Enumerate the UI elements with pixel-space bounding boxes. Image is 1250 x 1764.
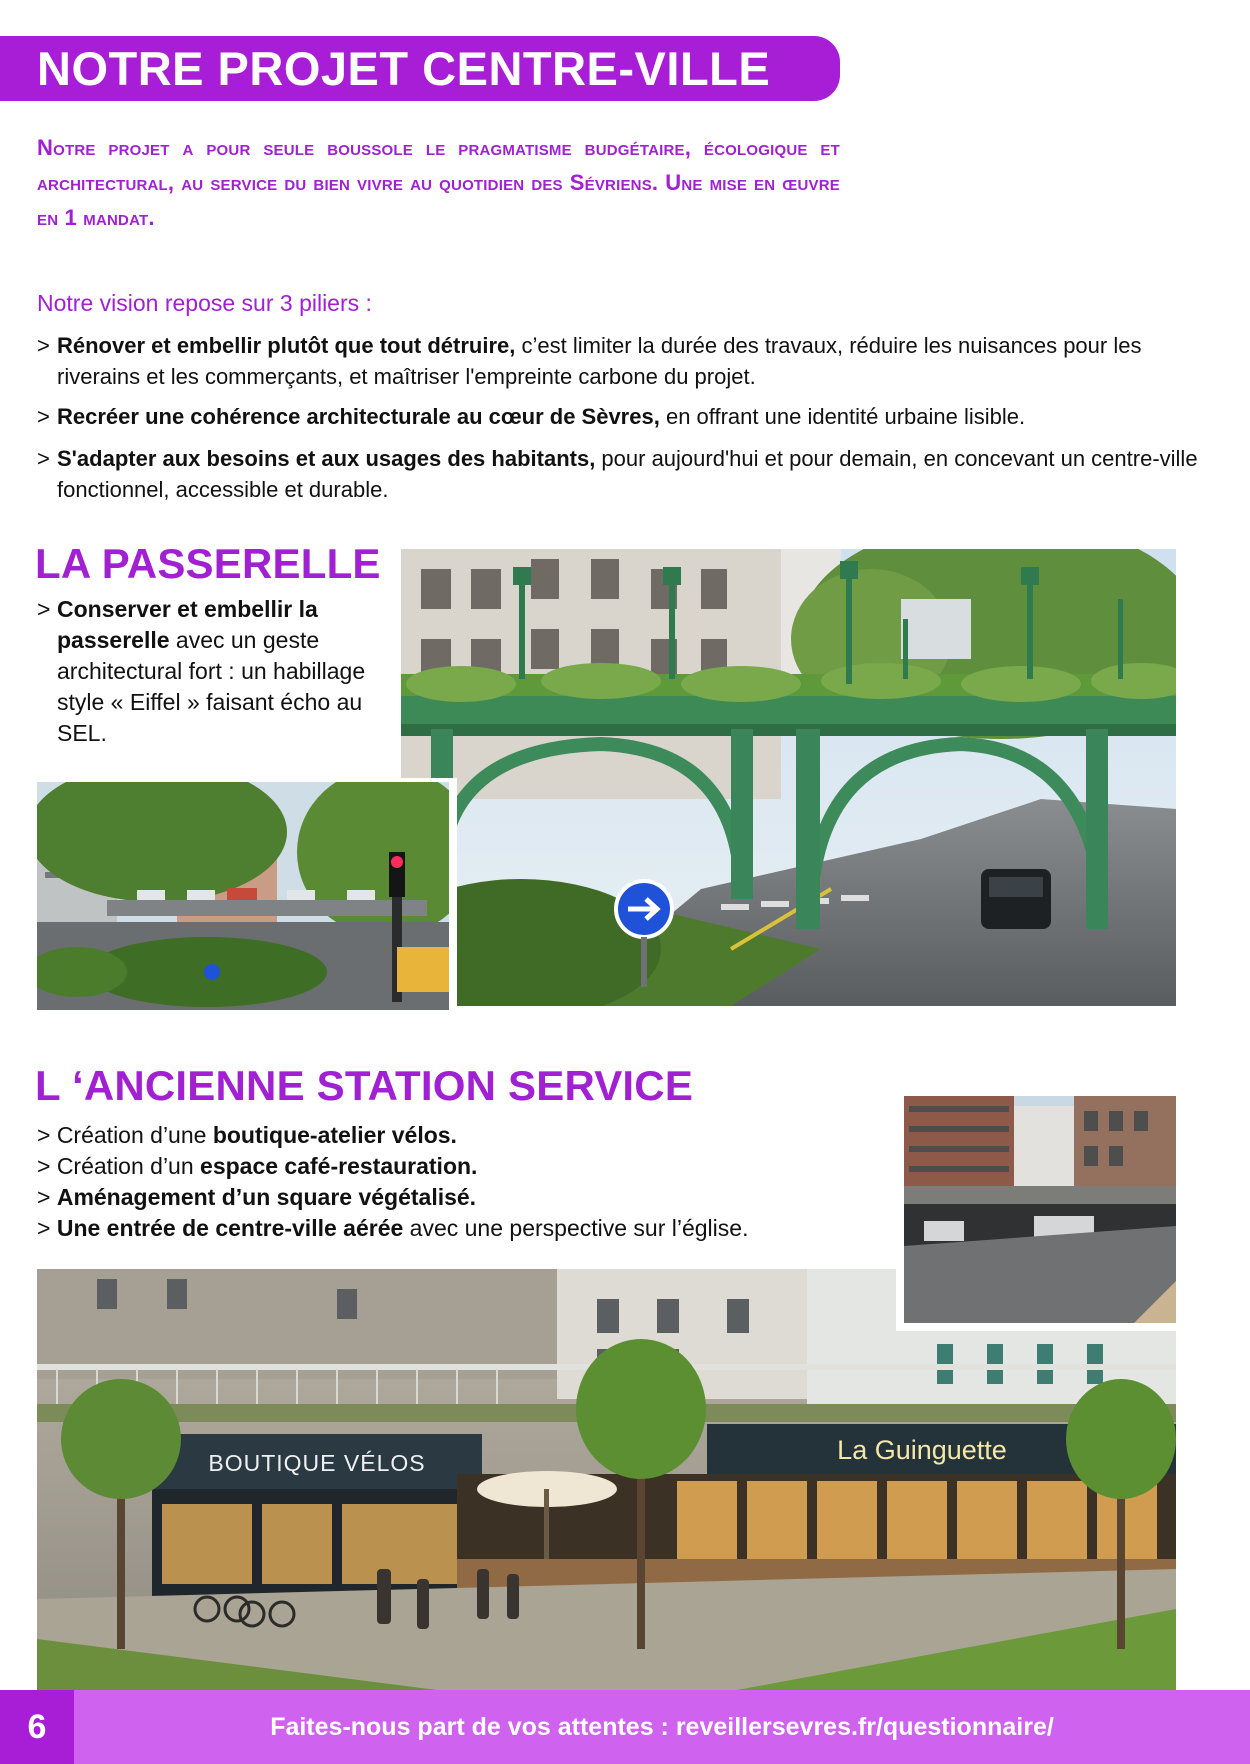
- bullet-marker: >: [37, 404, 50, 429]
- footer-cta-text: Faites-nous part de vos attentes : reveillersevres.fr/questionnaire/: [270, 1713, 1054, 1741]
- bullet-marker: >: [37, 333, 50, 358]
- shop-sign: BOUTIQUE VÉLOS: [208, 1450, 426, 1476]
- station-item-bold: Aménagement d’un square végétalisé.: [56, 1184, 477, 1210]
- station-item: [37, 1120, 897, 1151]
- pillar-text: pour aujourd'hui et pour demain, en concevant un centre-ville fonctionnel, accessible et durable.: [57, 446, 1198, 502]
- station-item-pre: > Création d’une: [37, 1122, 213, 1148]
- station-item-post: avec une perspective sur l’église.: [403, 1215, 749, 1241]
- pillar-bold: Recréer une cohérence architecturale au cœur de Sèvres,: [57, 404, 660, 429]
- page-title: NOTRE PROJET CENTRE-VILLE: [37, 42, 771, 95]
- pillar-item: [37, 443, 1227, 505]
- intro-paragraph: Notre projet a pour seule boussole le pragmatisme budgétaire, écologique et architectural, au service du bien vivre au quotidien des Sévriens. Une mise en œuvre en 1 mandat.: [37, 135, 840, 230]
- station-item-pre: > Création d’un: [37, 1153, 201, 1179]
- pillar-item: [37, 401, 1227, 432]
- pillar-item: [37, 330, 1227, 392]
- passerelle-text: [37, 594, 367, 749]
- bullet-marker: >: [37, 596, 51, 622]
- pillar-text: en offrant une identité urbaine lisible.: [659, 404, 1026, 429]
- station-render-image: [37, 1269, 1176, 1690]
- station-item-pre: >: [37, 1184, 57, 1210]
- passerelle-bold: Conserver et embellir la passerelle: [57, 596, 318, 653]
- station-item: [37, 1151, 897, 1182]
- station-item-bold: espace café-restauration.: [200, 1153, 478, 1179]
- station-list: [37, 1120, 897, 1244]
- pillar-bold: S'adapter aux besoins et aux usages des habitants,: [57, 446, 596, 471]
- station-item: [37, 1213, 897, 1244]
- station-item-bold: boutique-atelier vélos.: [212, 1122, 457, 1148]
- passerelle-current-photo: [37, 778, 457, 1010]
- station-item-bold: Une entrée de centre-ville aérée: [56, 1215, 404, 1241]
- page-number: 6: [27, 1708, 47, 1746]
- pillar-text: c’est limiter la durée des travaux, réduire les nuisances pour les riverains et les commerçants, et maîtriser l'empreinte carbone du projet.: [57, 333, 1142, 389]
- bullet-marker: >: [37, 446, 50, 471]
- passerelle-render-image: [401, 549, 1176, 1006]
- station-item: [37, 1182, 897, 1213]
- passerelle-rest: avec un geste architectural fort : un habillage style « Eiffel » faisant écho au SEL.: [57, 627, 366, 746]
- vision-lead: Notre vision repose sur 3 piliers :: [37, 290, 372, 316]
- station-heading: L ‘ANCIENNE STATION SERVICE: [35, 1062, 694, 1109]
- cafe-sign: La Guinguette: [837, 1435, 1007, 1465]
- station-item-pre: >: [37, 1215, 57, 1241]
- passerelle-heading: LA PASSERELLE: [35, 540, 381, 587]
- pillar-bold: Rénover et embellir plutôt que tout détruire,: [57, 333, 516, 358]
- station-current-photo: [896, 1096, 1176, 1331]
